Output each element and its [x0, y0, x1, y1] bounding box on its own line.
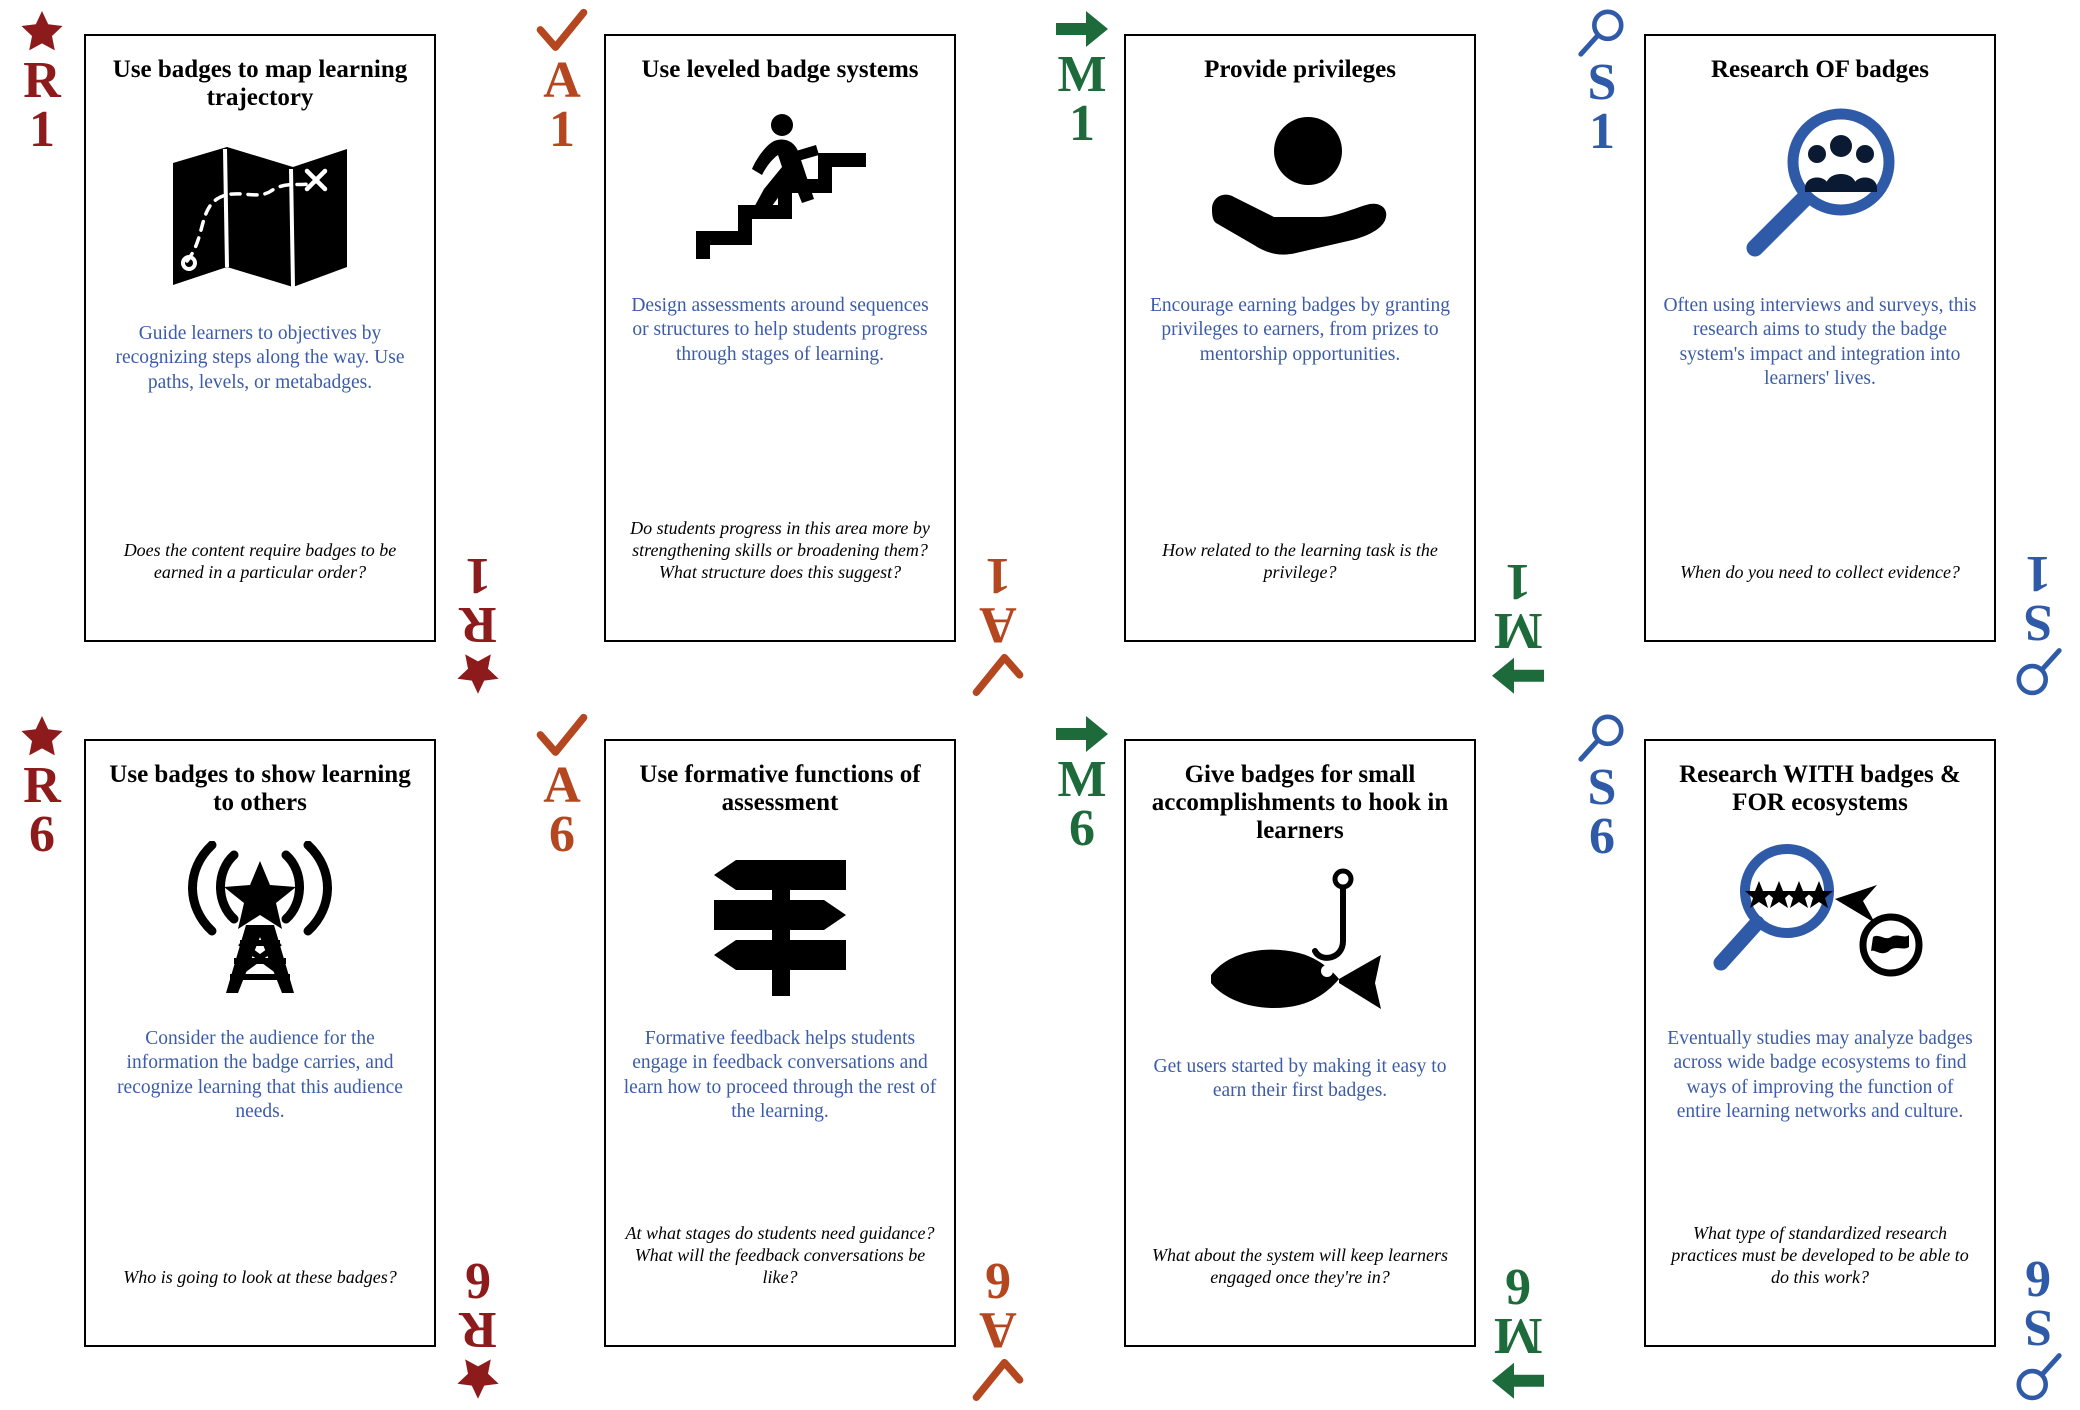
- card-rank: 6: [465, 1251, 491, 1309]
- card-rank: 6: [1589, 808, 1615, 866]
- card-corner-top-left: [536, 8, 588, 159]
- card-corner-bottom-right: [452, 1251, 504, 1402]
- arrow-right-icon: [1056, 8, 1108, 50]
- card-description: Consider the audience for the information the badge carries, and recognize learning that this audience needs.: [117, 1028, 403, 1123]
- checkmark-icon: [972, 649, 1024, 697]
- magnifier-icon: [1576, 713, 1628, 763]
- card-suit-letter: S: [2023, 1299, 2053, 1356]
- card-description: Encourage earning badges by granting privileges to earners, from prizes to mentorship opportunities.: [1150, 295, 1450, 365]
- card-corner-top-left: [16, 713, 68, 864]
- card-suit-letter: R: [459, 1301, 497, 1358]
- arrow-right-icon: [1492, 1360, 1544, 1402]
- card-corner-bottom-right: [1492, 552, 1544, 697]
- card-corner-top-left: [1576, 8, 1628, 161]
- card-suit-letter: S: [1587, 759, 1617, 816]
- card-title: Give badges for small accomplishments to hook in learners: [1151, 761, 1449, 844]
- checkmark-icon: [536, 713, 588, 761]
- card-description: Eventually studies may analyze badges across wide badge ecosystems to find ways of improving the function of entire learning networks and culture.: [1667, 1028, 1973, 1123]
- card-title: Research OF badges: [1710, 56, 1930, 83]
- card-title: Use badges to show learning to others: [109, 761, 411, 816]
- card-suit-letter: M: [1493, 1307, 1543, 1364]
- card-question: What about the system will keep learners engaged once they're in?: [1152, 1245, 1448, 1288]
- stairs-runner-icon: [622, 98, 938, 278]
- card-rank: 1: [2025, 544, 2051, 602]
- checkmark-icon: [972, 1354, 1024, 1402]
- card-question: Does the content require badges to be earned in a particular order?: [123, 540, 397, 583]
- signpost-icon: [622, 831, 938, 1011]
- card-suit-letter: R: [23, 757, 61, 814]
- card-rank: 1: [29, 101, 55, 159]
- card[interactable]: [1124, 739, 1476, 1347]
- magnifier-icon: [2012, 647, 2064, 697]
- star-icon: [452, 649, 504, 697]
- card-cell: [520, 0, 1040, 705]
- card-corner-top-left: [1056, 713, 1108, 858]
- card-title: Provide privileges: [1204, 56, 1396, 83]
- card-rank: 1: [465, 546, 491, 604]
- card-rank: 6: [549, 806, 575, 864]
- card-description: Get users started by making it easy to earn their first badges.: [1153, 1056, 1447, 1102]
- card-cell: [0, 0, 520, 705]
- card-rank: 1: [1589, 103, 1615, 161]
- card-rank: 1: [985, 546, 1011, 604]
- card-suit-letter: S: [2023, 594, 2053, 651]
- card-description: Design assessments around sequences or structures to help students progress through stages of learning.: [631, 295, 929, 365]
- card-question: Who is going to look at these badges?: [123, 1267, 397, 1288]
- card-corner-bottom-right: [1492, 1257, 1544, 1402]
- card-corner-top-left: [1056, 8, 1108, 153]
- card[interactable]: [84, 34, 436, 642]
- card-suit-letter: S: [1587, 54, 1617, 111]
- folded-map-icon: [102, 126, 418, 306]
- card-suit-letter: A: [979, 1301, 1017, 1358]
- card-question: Do students progress in this area more by strengthening skills or broadening them? What structure does this suggest?: [630, 518, 930, 583]
- magnifier-icon: [2012, 1352, 2064, 1402]
- card-cell: [1560, 705, 2080, 1410]
- arrow-right-icon: [1056, 713, 1108, 755]
- card-corner-bottom-right: [452, 546, 504, 697]
- card-corner-bottom-right: [2012, 1249, 2064, 1402]
- card-description: Formative feedback helps students engage in feedback conversations and learn how to proceed through the rest of the learning.: [623, 1028, 937, 1123]
- card-suit-letter: M: [1493, 602, 1543, 659]
- card[interactable]: [1644, 34, 1996, 642]
- card-rank: 1: [549, 101, 575, 159]
- star-icon: [16, 8, 68, 56]
- card-corner-top-left: [16, 8, 68, 159]
- card-question: How related to the learning task is the privilege?: [1162, 540, 1438, 583]
- card-corner-bottom-right: [2012, 544, 2064, 697]
- card-rank: 1: [1505, 552, 1531, 610]
- card-description: Often using interviews and surveys, this research aims to study the badge system's impact and integration into learners' lives.: [1663, 295, 1977, 390]
- card-rank: 1: [1069, 95, 1095, 153]
- arrow-right-icon: [1492, 655, 1544, 697]
- card-cell: [1040, 705, 1560, 1410]
- card-suit-letter: R: [459, 596, 497, 653]
- card-rank: 6: [29, 806, 55, 864]
- star-icon: [452, 1354, 504, 1402]
- checkmark-icon: [536, 8, 588, 56]
- fish-hook-icon: [1142, 859, 1458, 1039]
- card-suit-letter: R: [23, 52, 61, 109]
- card-title: Use formative functions of assessment: [639, 761, 921, 816]
- card-suit-letter: A: [979, 596, 1017, 653]
- card-question: When do you need to collect evidence?: [1680, 562, 1960, 583]
- card-title: Use badges to map learning trajectory: [112, 56, 408, 111]
- card-suit-letter: M: [1057, 751, 1107, 808]
- card-suit-letter: A: [543, 757, 581, 814]
- card-title: Research WITH badges & FOR ecosystems: [1679, 761, 1961, 816]
- card[interactable]: [1124, 34, 1476, 642]
- card-rank: 6: [1069, 800, 1095, 858]
- card[interactable]: [604, 34, 956, 642]
- card-corner-bottom-right: [972, 546, 1024, 697]
- card-question: At what stages do students need guidance? What will the feedback conversations be like?: [625, 1223, 935, 1288]
- card-rank: 6: [985, 1251, 1011, 1309]
- card-corner-top-left: [1576, 713, 1628, 866]
- card-suit-letter: M: [1057, 46, 1107, 103]
- hand-offering-icon: [1142, 98, 1458, 278]
- card-corner-bottom-right: [972, 1251, 1024, 1402]
- card-corner-top-left: [536, 713, 588, 864]
- magnifier-people-icon: [1662, 98, 1978, 278]
- card[interactable]: [84, 739, 436, 1347]
- star-icon: [16, 713, 68, 761]
- magnifier-icon: [1576, 8, 1628, 58]
- card-cell: [1560, 0, 2080, 705]
- card-cell: [520, 705, 1040, 1410]
- card-question: What type of standardized research practices must be developed to be able to do this work?: [1671, 1223, 1969, 1288]
- card-title: Use leveled badge systems: [641, 56, 919, 83]
- card-suit-letter: A: [543, 52, 581, 109]
- card[interactable]: [1644, 739, 1996, 1347]
- card-cell: [1040, 0, 1560, 705]
- card[interactable]: [604, 739, 956, 1347]
- card-description: Guide learners to objectives by recognizing steps along the way. Use paths, levels, or metabadges.: [115, 323, 405, 393]
- broadcast-tower-icon: [102, 831, 418, 1011]
- magnifier-badges-globe-icon: [1662, 831, 1978, 1011]
- card-rank: 6: [1505, 1257, 1531, 1315]
- card-rank: 6: [2025, 1249, 2051, 1307]
- card-cell: [0, 705, 520, 1410]
